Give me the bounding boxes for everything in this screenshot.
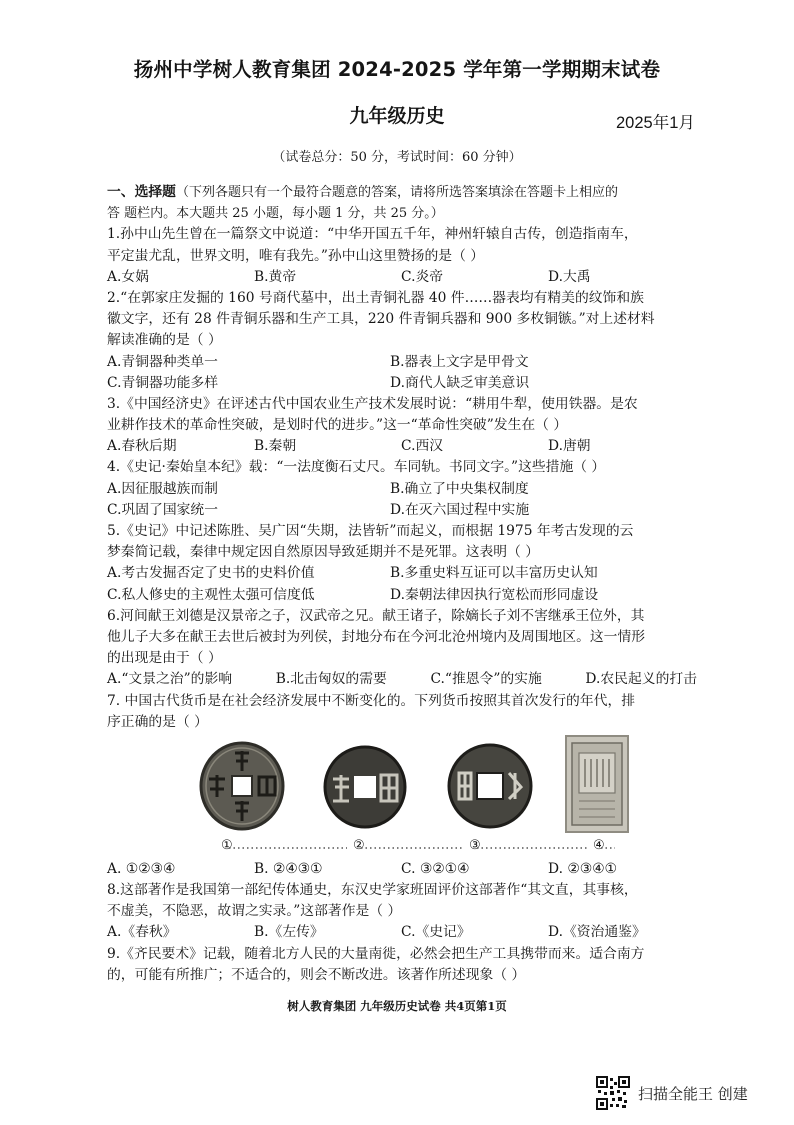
question-line: 6.河间献王刘德是汉景帝之子，汉武帝之兄。献王诸子，除嫡长子刘不害继承王位外，其 bbox=[107, 607, 645, 624]
option-d: D.唐朝 bbox=[548, 438, 591, 455]
exam-title: 扬州中学树人教育集团 2024-2025 学年第一学期期末试卷 bbox=[133, 58, 661, 81]
paper-banknote-icon bbox=[565, 735, 629, 833]
question-list bbox=[107, 182, 697, 986]
exam-date: 2025年1月 bbox=[616, 114, 695, 132]
marker-3: ③ bbox=[469, 837, 481, 853]
option-d: D.农民起义的打击 bbox=[585, 671, 697, 688]
options-row bbox=[107, 436, 697, 457]
marker-1: ① bbox=[221, 837, 233, 853]
question-9 bbox=[107, 944, 697, 986]
option-d: D. ②③④① bbox=[548, 860, 617, 877]
question-1 bbox=[107, 224, 697, 288]
option-a: A.女娲 bbox=[107, 268, 149, 285]
question-line: 9.《齐民要术》记载，随着北方人民的大量南徙，必然会把生产工具携带而来。适合南方 bbox=[107, 945, 645, 962]
section-heading-line bbox=[107, 182, 697, 203]
option-c: C.《史记》 bbox=[401, 924, 471, 941]
coin-figure bbox=[107, 733, 697, 859]
question-line: 解读准确的是（ ） bbox=[107, 332, 222, 349]
question-line: 的出现是由于（ ） bbox=[107, 650, 222, 667]
option-d: D.大禹 bbox=[548, 268, 591, 285]
question-line: 的，可能有所推广；不适合的，则会不断改进。该著作所述现象（ ） bbox=[107, 966, 526, 983]
question-line: 7. 中国古代货币是在社会经济发展中不断变化的。下列货币按照其首次发行的年代，排 bbox=[107, 692, 636, 709]
question-line: 他儿子大多在献王去世后被封为列侯，封地分布在今河北沧州境内及周围地区。这一情形 bbox=[107, 628, 646, 645]
question-line: 1.孙中山先生曾在一篇祭文中说道：“中华开国五千年，神州轩辕自古传，创造指南车， bbox=[107, 226, 638, 243]
options-row bbox=[107, 859, 697, 880]
question-line: 2.“在郭家庄发掘的 160 号商代墓中，出土青铜礼器 40 件……器表均有精美的纹饰和族 bbox=[107, 289, 644, 306]
question-3 bbox=[107, 394, 697, 458]
section-heading: 一、选择题 bbox=[107, 184, 176, 200]
exam-subtitle: 九年级历史 bbox=[349, 105, 445, 127]
question-line: 平定蚩尤乱，世界文明，唯有我先。”孙中山这里赞扬的是（ ） bbox=[107, 247, 485, 264]
option-c: C.炎帝 bbox=[401, 268, 444, 285]
option-a: A.青铜器种类单一 bbox=[107, 353, 218, 370]
question-5 bbox=[107, 521, 697, 606]
section-instructions-line2: 答 题栏内。本大题共 25 小题，每小题 1 分，共 25 分。） bbox=[107, 206, 444, 222]
option-c: C.青铜器功能多样 bbox=[107, 374, 219, 391]
option-d: D.秦朝法律因执行宽松而形同虚设 bbox=[390, 586, 599, 603]
option-a: A.因征服越族而制 bbox=[107, 480, 218, 497]
question-line: 8.这部著作是我国第一部纪传体通史，东汉史学家班固评价这部著作“其文直，其事核， bbox=[107, 882, 638, 899]
question-4 bbox=[107, 457, 697, 521]
timeline-dotted-line bbox=[217, 839, 617, 857]
options-row bbox=[107, 267, 697, 288]
option-c: C. ③②①④ bbox=[401, 860, 470, 877]
options-row bbox=[107, 373, 697, 394]
option-a: A.春秋后期 bbox=[107, 438, 177, 455]
question-line: 5.《史记》中记述陈胜、吴广因“失期，法皆斩”而起义，而根据 1975 年考古发现的云 bbox=[107, 523, 634, 539]
question-8 bbox=[107, 880, 697, 944]
option-d: D.商代人缺乏审美意识 bbox=[390, 374, 530, 391]
option-b: B.多重史料互证可以丰富历史认知 bbox=[390, 565, 598, 582]
options-row bbox=[107, 922, 697, 943]
option-b: B.器表上文字是甲骨文 bbox=[390, 353, 529, 370]
options-row bbox=[107, 500, 697, 521]
options-row bbox=[107, 563, 697, 584]
marker-4: ④ bbox=[593, 837, 605, 853]
coin-huoquan-icon bbox=[447, 743, 533, 829]
question-line: 不虚美，不隐恶，故谓之实录。”这部著作是（ ） bbox=[107, 903, 402, 920]
options-row bbox=[107, 479, 697, 500]
option-a: A. ①②③④ bbox=[107, 860, 176, 877]
options-row bbox=[107, 585, 697, 606]
option-c: C.西汉 bbox=[401, 438, 444, 455]
marker-2: ② bbox=[353, 837, 365, 853]
option-c: C.“推恩令”的实施 bbox=[430, 671, 542, 688]
question-line: 梦秦简记载，秦律中规定因自然原因导致延期并不是死罪。这表明（ ） bbox=[107, 544, 540, 561]
option-b: B.黄帝 bbox=[254, 268, 297, 285]
option-b: B.秦朝 bbox=[254, 438, 297, 455]
question-line: 业耕作技术的革命性突破，是划时代的进步。”这一“革命性突破”发生在（ ） bbox=[107, 417, 568, 434]
coin-banliang-icon bbox=[323, 745, 407, 829]
option-c: C.私人修史的主观性太强可信度低 bbox=[107, 586, 315, 603]
option-b: B.确立了中央集权制度 bbox=[390, 480, 529, 497]
option-c: C.巩固了国家统一 bbox=[107, 501, 219, 518]
coin-jianzhong-tongbao-icon bbox=[199, 741, 285, 831]
question-2 bbox=[107, 288, 697, 394]
question-7 bbox=[107, 691, 697, 881]
question-line: 徽文字，还有 28 件青铜乐器和生产工具，220 件青铜兵器和 900 多枚铜镞。”对上述材料 bbox=[107, 311, 655, 328]
page-footer: 树人教育集团 九年级历史试卷 共4页第1页 bbox=[287, 999, 507, 1013]
question-6 bbox=[107, 606, 697, 691]
option-a: A.《春秋》 bbox=[107, 924, 177, 941]
option-b: B.《左传》 bbox=[254, 924, 324, 941]
option-a: A.考古发掘否定了史书的史料价值 bbox=[107, 565, 315, 582]
option-d: D.《资治通鉴》 bbox=[548, 924, 646, 941]
options-row bbox=[107, 352, 697, 373]
scanner-watermark bbox=[596, 1076, 748, 1110]
options-row bbox=[107, 669, 697, 690]
option-d: D.在灭六国过程中实施 bbox=[390, 501, 530, 518]
question-line: 3.《中国经济史》在评述古代中国农业生产技术发展时说：“耕用牛犁，使用铁器。是农 bbox=[107, 395, 638, 412]
option-b: B.北击匈奴的需要 bbox=[275, 671, 387, 688]
question-line: 4.《史记·秦始皇本纪》载：“一法度衡石丈尺。车同轨。书同文字。”这些措施（ ） bbox=[107, 459, 606, 476]
option-b: B. ②④③① bbox=[254, 860, 323, 877]
exam-info: （试卷总分：50 分，考试时间：60 分钟） bbox=[272, 150, 522, 165]
scanner-label: 扫描全能王 创建 bbox=[638, 1084, 748, 1103]
question-line: 序正确的是（ ） bbox=[107, 713, 208, 730]
option-a: A.“文景之治”的影响 bbox=[107, 671, 233, 688]
section-instructions: （下列各题只有一个最符合题意的答案，请将所选答案填涂在答题卡上相应的 bbox=[175, 185, 618, 200]
qr-code-icon bbox=[596, 1076, 630, 1110]
